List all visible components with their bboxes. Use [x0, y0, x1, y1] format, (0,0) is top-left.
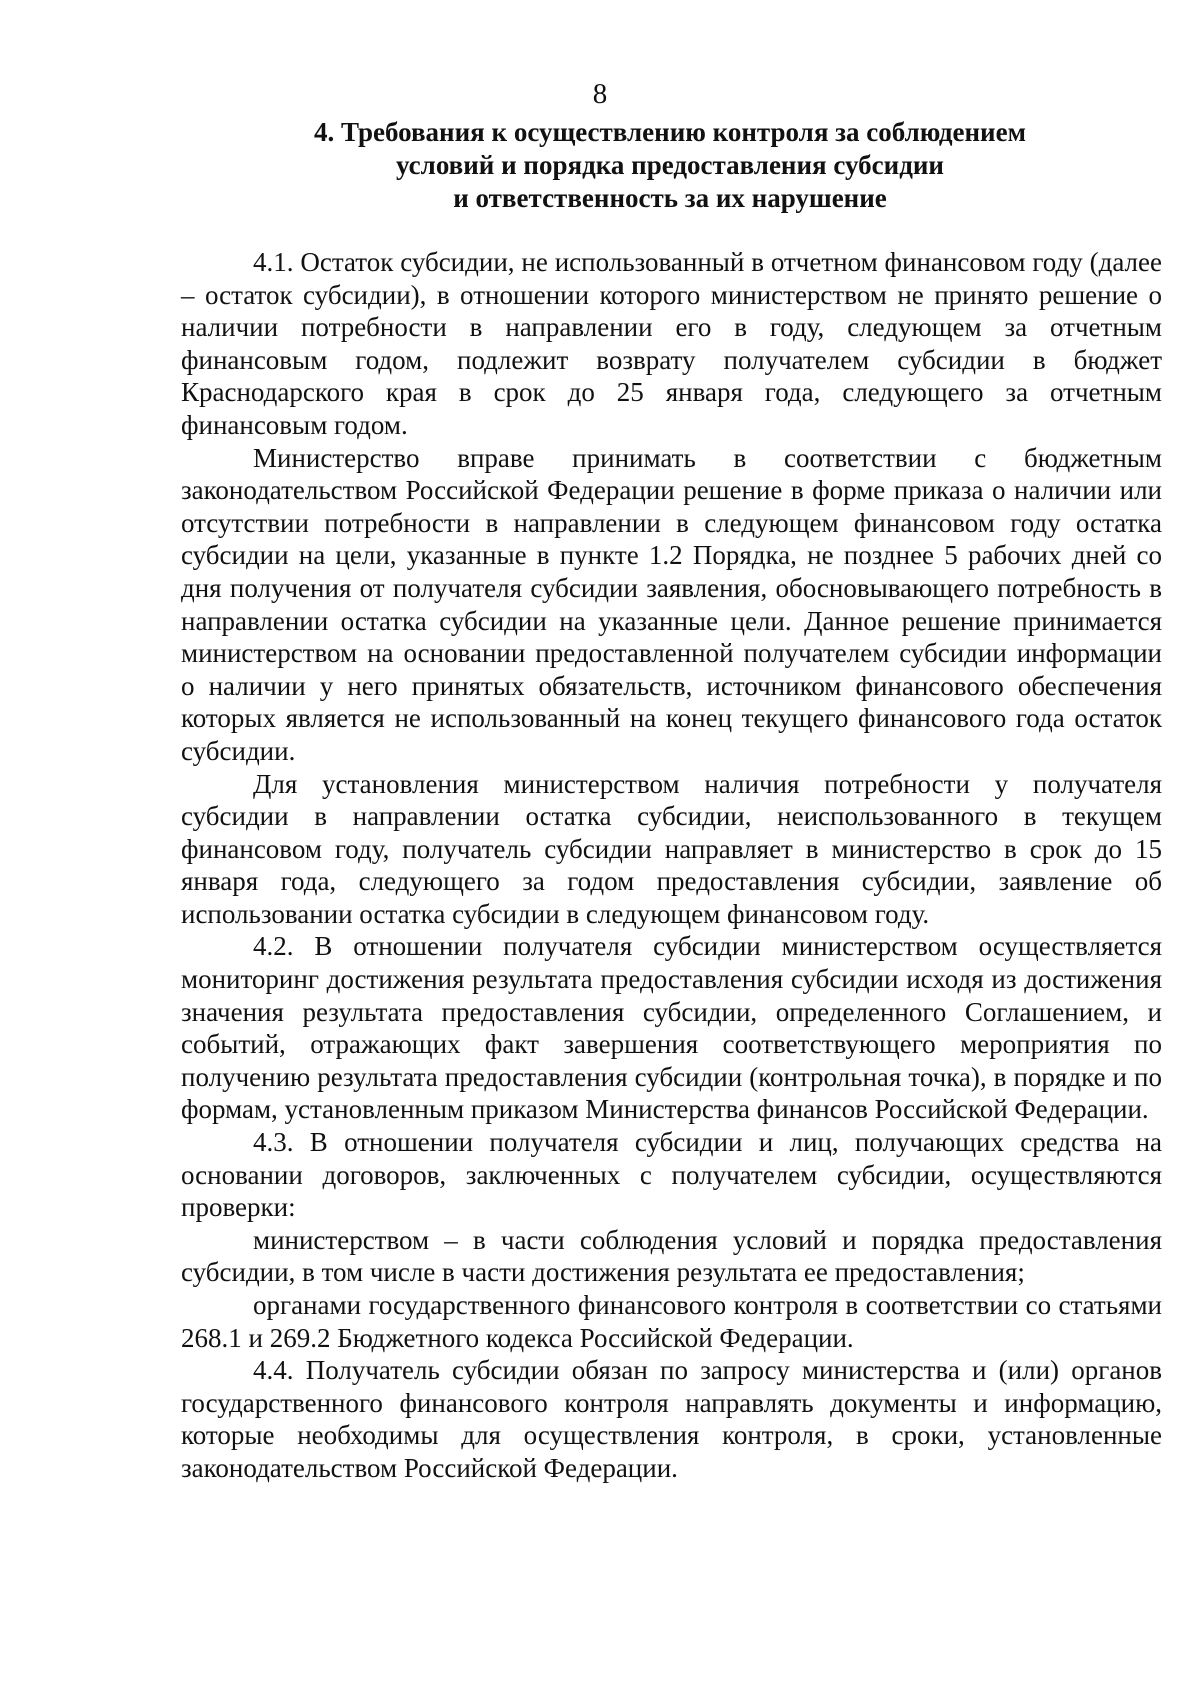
section-heading-line: и ответственность за их нарушение	[453, 183, 887, 213]
paragraph-ministry-checks: министерством – в части соблюдения условий и порядка предоставления субсидии, в том числе в части достижения результата ее предоставления;	[181, 1224, 1162, 1288]
section-heading	[180, 116, 1160, 215]
paragraph-4-3: 4.3. В отношении получателя субсидии и лиц, получающих средства на основании договоров, заключенных с получателем субсидии, осуществляются проверки:	[181, 1127, 1162, 1223]
paragraph-4-4: 4.4. Получатель субсидии обязан по запросу министерства и (или) органов государственного финансового контроля направлять документы и информацию, которые необходимы для осуществления контроля, в сроки, установленные законодательством Российской Федерации.	[181, 1355, 1162, 1483]
section-heading-line: условий и порядка предоставления субсидии	[396, 150, 944, 180]
paragraph-remainder-application: Для установления министерством наличия потребности у получателя субсидии в направлении остатка субсидии, неиспользованного в текущем финансовом году, получатель субсидии направляет в министерство в срок до 15 января года, следующего за годом предоставления субсидии, заявление об использовании остатка субсидии в следующем финансовом году.	[181, 768, 1162, 929]
paragraph-ministry-decision: Министерство вправе принимать в соответствии с бюджетным законодательством Российской Федерации решение в форме приказа о наличии или отсутствии потребности в направлении в следующем финансовом году остатка субсидии на цели, указанные в пункте 1.2 Порядка, не позднее 5 рабочих дней со дня получения от получателя субсидии заявления, обосновывающего потребность в направлении остатка субсидии на указанные цели. Данное решение принимается министерством на основании предоставленной получателем субсидии информации о наличии у него принятых обязательств, источником финансового обеспечения которых является не использованный на конец текущего финансового года остаток субсидии.	[181, 442, 1162, 766]
section-heading-line: 4. Требования к осуществлению контроля за соблюдением	[314, 117, 1026, 147]
paragraph-4-2: 4.2. В отношении получателя субсидии министерством осуществляется мониторинг достижения результата предоставления субсидии исходя из достижения значения результата предоставления субсидии, определенного Соглашением, и событий, отражающих факт завершения соответствующего мероприятия по получению результата предоставления субсидии (контрольная точка), в порядке и по формам, установленным приказом Министерства финансов Российской Федерации.	[181, 931, 1162, 1125]
paragraph-4-1: 4.1. Остаток субсидии, не использованный в отчетном финансовом году (далее – остаток субсидии), в отношении которого министерством не принято решение о наличии потребности в направлении его в году, следующем за отчетным финансовым годом, подлежит возврату получателем субсидии в бюджет Краснодарского края в срок до 25 января года, следующего за отчетным финансовым годом.	[181, 247, 1162, 440]
document-body	[181, 246, 1162, 1485]
paragraph-financial-control-checks: органами государственного финансового контроля в соответствии со статьями 268.1 и 269.2 Бюджетного кодекса Российской Федерации.	[181, 1290, 1162, 1353]
page-number: 8	[592, 78, 608, 110]
